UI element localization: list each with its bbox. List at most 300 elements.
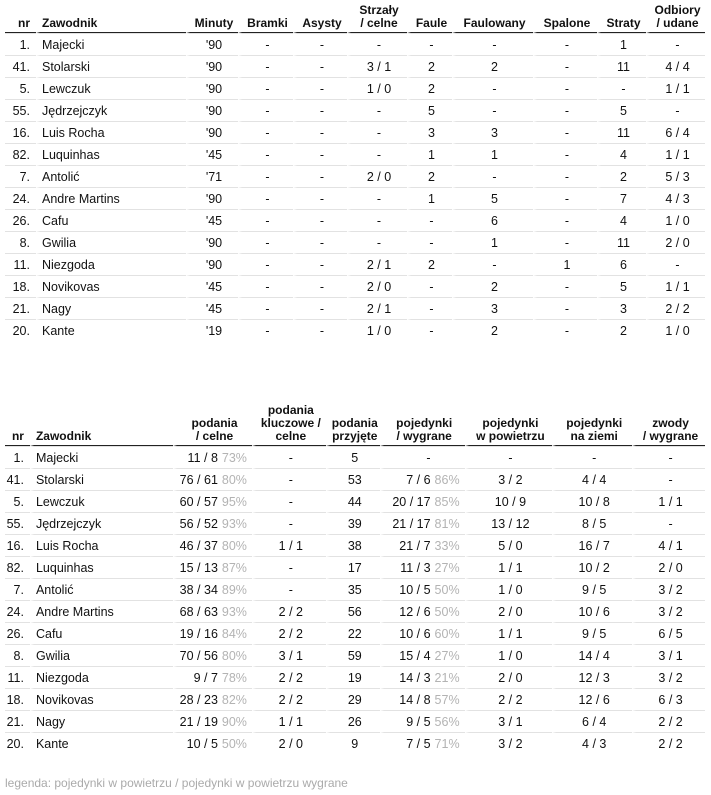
cell-podania xyxy=(173,622,252,644)
cell-strzaly: - xyxy=(347,231,407,253)
cell-name: Novikovas xyxy=(36,275,186,297)
cell-name: Kante xyxy=(36,319,186,341)
cell-podania-value: 68 / 63 xyxy=(179,604,218,619)
cell-nr: 24. xyxy=(5,187,36,209)
cell-nr: 41. xyxy=(5,468,30,490)
cell-pojedynki-value: 12 / 6 xyxy=(399,604,431,619)
cell-podania-value: 28 / 23 xyxy=(179,692,218,707)
cell-kluczowe: - xyxy=(252,556,326,578)
match-stats-table xyxy=(5,2,705,341)
cell-faule: - xyxy=(407,319,452,341)
cell-nr: 18. xyxy=(5,688,30,710)
table-row xyxy=(5,578,705,600)
header-asysty: Asysty xyxy=(293,2,347,33)
cell-name: Majecki xyxy=(36,33,186,55)
cell-kluczowe: - xyxy=(252,468,326,490)
cell-przyjete: 35 xyxy=(326,578,380,600)
cell-ziemia: 9 / 5 xyxy=(552,622,632,644)
cell-przyjete: 9 xyxy=(326,732,380,754)
cell-podania-percent: 78% xyxy=(221,670,247,685)
cell-powietrze: 2 / 2 xyxy=(465,688,553,710)
cell-ziemia: 12 / 3 xyxy=(552,666,632,688)
header-nr: nr xyxy=(5,403,30,446)
cell-faulowany: 2 xyxy=(452,275,533,297)
cell-zwody: - xyxy=(632,512,705,534)
cell-straty: 5 xyxy=(597,99,646,121)
cell-straty: 11 xyxy=(597,121,646,143)
cell-pojedynki-value: 7 / 5 xyxy=(406,736,431,751)
cell-zwody: 4 / 1 xyxy=(632,534,705,556)
cell-pojedynki-percent: 33% xyxy=(434,538,460,553)
header-powietrze: pojedynki w powietrzu xyxy=(465,403,553,446)
cell-spalone: - xyxy=(533,77,597,99)
table-row xyxy=(5,319,705,341)
table-row xyxy=(5,209,705,231)
cell-name: Jędrzejczyk xyxy=(30,512,173,534)
table-row xyxy=(5,644,705,666)
cell-pojedynki xyxy=(380,710,465,732)
cell-nr: 21. xyxy=(5,297,36,319)
passing-duels-table xyxy=(5,403,705,754)
cell-name: Jędrzejczyk xyxy=(36,99,186,121)
cell-bramki: - xyxy=(238,99,293,121)
cell-faule: - xyxy=(407,297,452,319)
cell-powietrze: 13 / 12 xyxy=(465,512,553,534)
cell-strzaly: - xyxy=(347,187,407,209)
table-row xyxy=(5,121,705,143)
table-row xyxy=(5,600,705,622)
cell-name: Antolić xyxy=(36,165,186,187)
cell-straty: 1 xyxy=(597,33,646,55)
cell-odbiory: 5 / 3 xyxy=(646,165,705,187)
cell-ziemia: 14 / 4 xyxy=(552,644,632,666)
cell-pojedynki-value: 11 / 3 xyxy=(400,560,431,575)
cell-pojedynki-value: - xyxy=(426,450,431,465)
cell-pojedynki-percent: 21% xyxy=(434,670,460,685)
cell-asysty: - xyxy=(293,55,347,77)
cell-nr: 41. xyxy=(5,55,36,77)
cell-faulowany: 2 xyxy=(452,319,533,341)
cell-nr: 5. xyxy=(5,77,36,99)
cell-spalone: - xyxy=(533,143,597,165)
cell-podania-percent: 93% xyxy=(221,604,247,619)
cell-podania-value: 9 / 7 xyxy=(193,670,218,685)
cell-nr: 26. xyxy=(5,209,36,231)
cell-podania xyxy=(173,666,252,688)
cell-faulowany: - xyxy=(452,165,533,187)
header-kluczowe: podania kluczowe / celne xyxy=(252,403,326,446)
cell-pojedynki-value: 10 / 5 xyxy=(399,582,431,597)
header-zwody: zwody / wygrane xyxy=(632,403,705,446)
cell-podania xyxy=(173,600,252,622)
cell-podania-value: 21 / 19 xyxy=(179,714,218,729)
cell-powietrze: 1 / 1 xyxy=(465,556,553,578)
cell-powietrze: 1 / 0 xyxy=(465,578,553,600)
cell-name: Kante xyxy=(30,732,173,754)
cell-bramki: - xyxy=(238,275,293,297)
cell-odbiory: 1 / 1 xyxy=(646,143,705,165)
header-nr: nr xyxy=(5,2,36,33)
cell-bramki: - xyxy=(238,55,293,77)
header-row xyxy=(5,2,705,33)
cell-name: Luis Rocha xyxy=(30,534,173,556)
header-przyjete: podania przyjęte xyxy=(326,403,380,446)
cell-zwody: 6 / 3 xyxy=(632,688,705,710)
cell-podania-value: 60 / 57 xyxy=(179,494,218,509)
header-minuty: Minuty xyxy=(186,2,238,33)
cell-przyjete: 38 xyxy=(326,534,380,556)
cell-minuty: '90 xyxy=(186,55,238,77)
cell-spalone: - xyxy=(533,231,597,253)
cell-straty: 3 xyxy=(597,297,646,319)
cell-bramki: - xyxy=(238,143,293,165)
cell-minuty: '71 xyxy=(186,165,238,187)
table-row xyxy=(5,253,705,275)
cell-zwody: 3 / 2 xyxy=(632,666,705,688)
cell-podania xyxy=(173,446,252,468)
cell-podania xyxy=(173,688,252,710)
cell-pojedynki-value: 14 / 3 xyxy=(399,670,431,685)
cell-pojedynki-percent: 56% xyxy=(434,714,460,729)
table-row xyxy=(5,275,705,297)
cell-zwody: - xyxy=(632,446,705,468)
cell-ziemia: 8 / 5 xyxy=(552,512,632,534)
cell-przyjete: 5 xyxy=(326,446,380,468)
cell-faule: - xyxy=(407,231,452,253)
cell-kluczowe: - xyxy=(252,512,326,534)
cell-minuty: '90 xyxy=(186,99,238,121)
cell-nr: 16. xyxy=(5,121,36,143)
cell-kluczowe: - xyxy=(252,446,326,468)
cell-kluczowe: 1 / 1 xyxy=(252,710,326,732)
cell-podania xyxy=(173,534,252,556)
cell-nr: 7. xyxy=(5,165,36,187)
cell-spalone: - xyxy=(533,209,597,231)
cell-strzaly: 1 / 0 xyxy=(347,319,407,341)
cell-nr: 26. xyxy=(5,622,30,644)
cell-ziemia: 10 / 8 xyxy=(552,490,632,512)
cell-strzaly: 2 / 0 xyxy=(347,165,407,187)
cell-ziemia: 10 / 2 xyxy=(552,556,632,578)
cell-faulowany: 6 xyxy=(452,209,533,231)
cell-podania-percent: 93% xyxy=(221,516,247,531)
cell-faulowany: 3 xyxy=(452,297,533,319)
cell-pojedynki-percent: 50% xyxy=(434,604,460,619)
cell-pojedynki xyxy=(380,556,465,578)
cell-faulowany: 3 xyxy=(452,121,533,143)
cell-pojedynki-percent: 71% xyxy=(434,736,460,751)
cell-przyjete: 19 xyxy=(326,666,380,688)
cell-faulowany: 5 xyxy=(452,187,533,209)
cell-odbiory: 2 / 0 xyxy=(646,231,705,253)
cell-name: Niezgoda xyxy=(36,253,186,275)
cell-nr: 1. xyxy=(5,33,36,55)
cell-podania-value: 46 / 37 xyxy=(179,538,218,553)
cell-podania-percent: 84% xyxy=(221,626,247,641)
cell-bramki: - xyxy=(238,77,293,99)
header-pojedynki: pojedynki / wygrane xyxy=(380,403,465,446)
cell-name: Novikovas xyxy=(30,688,173,710)
cell-pojedynki-value: 9 / 5 xyxy=(406,714,431,729)
cell-podania-percent: 82% xyxy=(221,692,247,707)
table-row xyxy=(5,99,705,121)
table-row xyxy=(5,710,705,732)
cell-podania-percent: 80% xyxy=(221,538,247,553)
cell-ziemia: 9 / 5 xyxy=(552,578,632,600)
table-row xyxy=(5,512,705,534)
cell-faule: - xyxy=(407,275,452,297)
table-row xyxy=(5,77,705,99)
cell-asysty: - xyxy=(293,33,347,55)
table-row xyxy=(5,732,705,754)
cell-ziemia: 10 / 6 xyxy=(552,600,632,622)
cell-faulowany: - xyxy=(452,99,533,121)
cell-nr: 82. xyxy=(5,143,36,165)
table-row xyxy=(5,143,705,165)
header-faulowany: Faulowany xyxy=(452,2,533,33)
cell-asysty: - xyxy=(293,209,347,231)
cell-name: Andre Martins xyxy=(30,600,173,622)
cell-minuty: '90 xyxy=(186,187,238,209)
cell-odbiory: 1 / 0 xyxy=(646,209,705,231)
header-name: Zawodnik xyxy=(36,2,186,33)
table-row xyxy=(5,468,705,490)
cell-faule: 2 xyxy=(407,77,452,99)
cell-pojedynki-value: 21 / 7 xyxy=(399,538,431,553)
cell-bramki: - xyxy=(238,121,293,143)
cell-pojedynki xyxy=(380,644,465,666)
cell-nr: 18. xyxy=(5,275,36,297)
cell-straty: 4 xyxy=(597,209,646,231)
cell-name: Luquinhas xyxy=(30,556,173,578)
cell-pojedynki-percent: 50% xyxy=(434,582,460,597)
cell-straty: 2 xyxy=(597,165,646,187)
header-strzaly: Strzały / celne xyxy=(347,2,407,33)
cell-nr: 1. xyxy=(5,446,30,468)
cell-straty: - xyxy=(597,77,646,99)
cell-minuty: '45 xyxy=(186,209,238,231)
cell-nr: 20. xyxy=(5,732,30,754)
cell-name: Nagy xyxy=(30,710,173,732)
cell-pojedynki xyxy=(380,534,465,556)
cell-podania-percent: 89% xyxy=(221,582,247,597)
cell-nr: 24. xyxy=(5,600,30,622)
cell-nr: 8. xyxy=(5,231,36,253)
cell-strzaly: - xyxy=(347,121,407,143)
cell-asysty: - xyxy=(293,121,347,143)
cell-podania-percent: 73% xyxy=(221,450,247,465)
cell-podania-value: 56 / 52 xyxy=(179,516,218,531)
cell-faule: 3 xyxy=(407,121,452,143)
cell-zwody: 6 / 5 xyxy=(632,622,705,644)
cell-odbiory: 4 / 4 xyxy=(646,55,705,77)
cell-pojedynki xyxy=(380,600,465,622)
cell-strzaly: 1 / 0 xyxy=(347,77,407,99)
cell-bramki: - xyxy=(238,33,293,55)
cell-nr: 16. xyxy=(5,534,30,556)
cell-nr: 11. xyxy=(5,666,30,688)
cell-name: Cafu xyxy=(30,622,173,644)
header-row xyxy=(5,403,705,446)
cell-podania-value: 76 / 61 xyxy=(179,472,218,487)
cell-powietrze: - xyxy=(465,446,553,468)
cell-pojedynki-percent: 86% xyxy=(434,472,460,487)
table-row xyxy=(5,490,705,512)
cell-asysty: - xyxy=(293,99,347,121)
cell-przyjete: 26 xyxy=(326,710,380,732)
cell-zwody: 3 / 1 xyxy=(632,644,705,666)
cell-pojedynki xyxy=(380,688,465,710)
header-name: Zawodnik xyxy=(30,403,173,446)
cell-podania xyxy=(173,512,252,534)
cell-pojedynki xyxy=(380,622,465,644)
cell-odbiory: 2 / 2 xyxy=(646,297,705,319)
cell-spalone: - xyxy=(533,275,597,297)
cell-minuty: '90 xyxy=(186,33,238,55)
cell-przyjete: 39 xyxy=(326,512,380,534)
cell-powietrze: 3 / 2 xyxy=(465,732,553,754)
cell-odbiory: 1 / 1 xyxy=(646,275,705,297)
header-faule: Faule xyxy=(407,2,452,33)
cell-przyjete: 44 xyxy=(326,490,380,512)
cell-podania-value: 10 / 5 xyxy=(186,736,218,751)
cell-odbiory: 6 / 4 xyxy=(646,121,705,143)
cell-pojedynki-percent: 60% xyxy=(434,626,460,641)
cell-powietrze: 3 / 2 xyxy=(465,468,553,490)
cell-minuty: '45 xyxy=(186,143,238,165)
table-row xyxy=(5,666,705,688)
cell-nr: 55. xyxy=(5,512,30,534)
cell-podania xyxy=(173,468,252,490)
cell-name: Majecki xyxy=(30,446,173,468)
cell-pojedynki-percent: 85% xyxy=(434,494,460,509)
cell-kluczowe: 2 / 2 xyxy=(252,688,326,710)
cell-pojedynki-value: 21 / 17 xyxy=(392,516,431,531)
cell-name: Andre Martins xyxy=(36,187,186,209)
cell-asysty: - xyxy=(293,253,347,275)
cell-spalone: - xyxy=(533,319,597,341)
cell-name: Gwilia xyxy=(30,644,173,666)
cell-faule: 1 xyxy=(407,143,452,165)
cell-strzaly: - xyxy=(347,209,407,231)
cell-podania-value: 38 / 34 xyxy=(179,582,218,597)
cell-asysty: - xyxy=(293,319,347,341)
cell-zwody: 3 / 2 xyxy=(632,578,705,600)
header-spalone: Spalone xyxy=(533,2,597,33)
cell-spalone: - xyxy=(533,187,597,209)
cell-przyjete: 59 xyxy=(326,644,380,666)
header-straty: Straty xyxy=(597,2,646,33)
cell-pojedynki-value: 7 / 6 xyxy=(406,472,431,487)
cell-odbiory: - xyxy=(646,33,705,55)
cell-straty: 5 xyxy=(597,275,646,297)
cell-faule: 1 xyxy=(407,187,452,209)
cell-strzaly: 2 / 1 xyxy=(347,297,407,319)
cell-name: Lewczuk xyxy=(30,490,173,512)
cell-ziemia: 4 / 3 xyxy=(552,732,632,754)
cell-bramki: - xyxy=(238,209,293,231)
cell-asysty: - xyxy=(293,143,347,165)
cell-zwody: 2 / 2 xyxy=(632,732,705,754)
cell-przyjete: 17 xyxy=(326,556,380,578)
cell-spalone: - xyxy=(533,165,597,187)
cell-podania xyxy=(173,578,252,600)
cell-kluczowe: 2 / 2 xyxy=(252,622,326,644)
cell-name: Stolarski xyxy=(36,55,186,77)
cell-podania-percent: 87% xyxy=(221,560,247,575)
cell-zwody: 2 / 2 xyxy=(632,710,705,732)
cell-straty: 2 xyxy=(597,319,646,341)
cell-faulowany: 2 xyxy=(452,55,533,77)
cell-odbiory: 1 / 1 xyxy=(646,77,705,99)
cell-powietrze: 1 / 0 xyxy=(465,644,553,666)
cell-faulowany: - xyxy=(452,77,533,99)
table-row xyxy=(5,187,705,209)
cell-pojedynki-value: 14 / 8 xyxy=(399,692,431,707)
cell-kluczowe: 2 / 0 xyxy=(252,732,326,754)
cell-bramki: - xyxy=(238,297,293,319)
cell-straty: 4 xyxy=(597,143,646,165)
cell-faulowany: - xyxy=(452,253,533,275)
cell-podania-percent: 80% xyxy=(221,472,247,487)
cell-straty: 7 xyxy=(597,187,646,209)
cell-minuty: '90 xyxy=(186,231,238,253)
cell-kluczowe: 2 / 2 xyxy=(252,600,326,622)
cell-zwody: 3 / 2 xyxy=(632,600,705,622)
table-row xyxy=(5,231,705,253)
cell-faule: 2 xyxy=(407,165,452,187)
cell-pojedynki-value: 20 / 17 xyxy=(392,494,431,509)
cell-podania xyxy=(173,710,252,732)
cell-przyjete: 22 xyxy=(326,622,380,644)
cell-powietrze: 2 / 0 xyxy=(465,666,553,688)
cell-przyjete: 29 xyxy=(326,688,380,710)
cell-ziemia: 12 / 6 xyxy=(552,688,632,710)
header-ziemia: pojedynki na ziemi xyxy=(552,403,632,446)
cell-faule: 2 xyxy=(407,55,452,77)
cell-bramki: - xyxy=(238,165,293,187)
cell-ziemia: 6 / 4 xyxy=(552,710,632,732)
cell-powietrze: 5 / 0 xyxy=(465,534,553,556)
cell-faule: 2 xyxy=(407,253,452,275)
cell-pojedynki xyxy=(380,578,465,600)
cell-faule: - xyxy=(407,209,452,231)
header-odbiory: Odbiory / udane xyxy=(646,2,705,33)
cell-spalone: - xyxy=(533,99,597,121)
cell-zwody: 1 / 1 xyxy=(632,490,705,512)
cell-powietrze: 1 / 1 xyxy=(465,622,553,644)
cell-minuty: '90 xyxy=(186,121,238,143)
cell-zwody: 2 / 0 xyxy=(632,556,705,578)
cell-nr: 7. xyxy=(5,578,30,600)
cell-podania-percent: 90% xyxy=(221,714,247,729)
cell-name: Lewczuk xyxy=(36,77,186,99)
cell-podania xyxy=(173,556,252,578)
cell-pojedynki-percent: 27% xyxy=(434,648,460,663)
cell-asysty: - xyxy=(293,77,347,99)
cell-spalone: - xyxy=(533,297,597,319)
cell-pojedynki xyxy=(380,512,465,534)
cell-minuty: '45 xyxy=(186,297,238,319)
cell-spalone: - xyxy=(533,121,597,143)
table-row xyxy=(5,534,705,556)
cell-pojedynki-value: 15 / 4 xyxy=(399,648,431,663)
cell-podania-percent: 95% xyxy=(221,494,247,509)
table-row xyxy=(5,297,705,319)
cell-kluczowe: 2 / 2 xyxy=(252,666,326,688)
cell-ziemia: - xyxy=(552,446,632,468)
cell-podania-value: 15 / 13 xyxy=(179,560,218,575)
